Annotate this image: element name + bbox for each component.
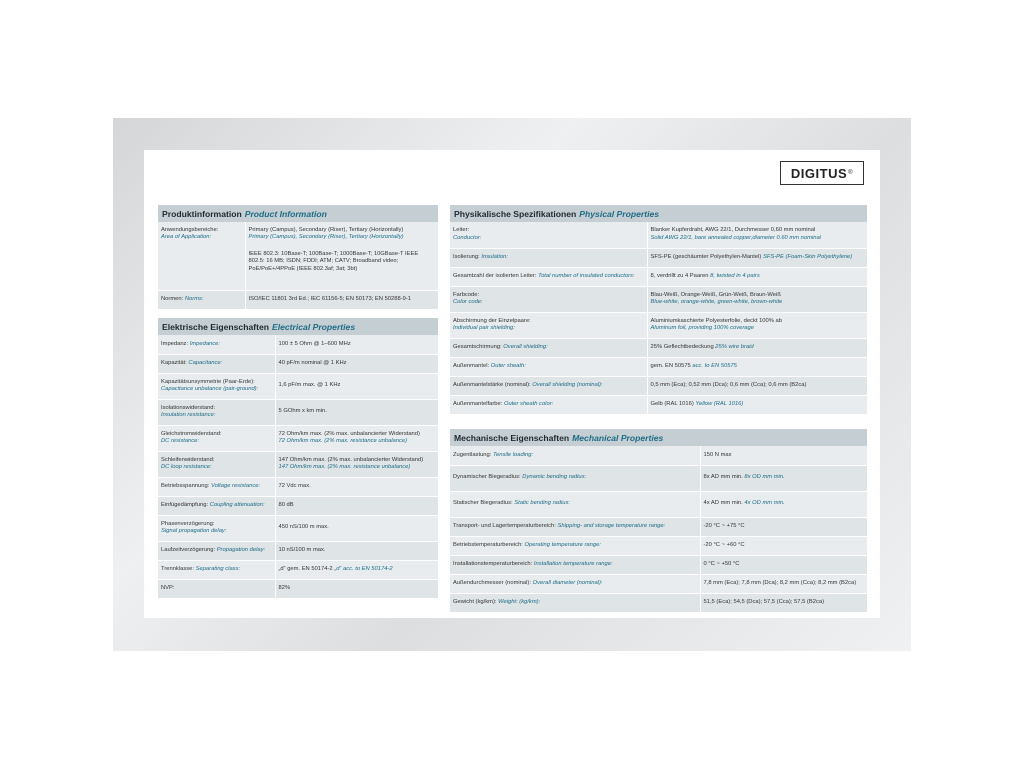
table-row: Farbcode: Color code: Blau-Weiß, Orange-Weiß, Grün-Weiß, Braun-Weiß Blue-white, orange-white, green-white, brown-white (450, 286, 867, 312)
physical-properties-table (450, 222, 867, 415)
section-header: Mechanische Eigenschaften Mechanical Properties (450, 429, 867, 446)
table-row: Laufzeitverzögerung: Propagation delay: 10 nS/100 m max. (158, 541, 438, 560)
electrical-properties-table (158, 335, 438, 599)
table-row: Transport- und Lagertemperaturbereich: Shipping- and storage temperature range: -20 °C ~ +75 °C (450, 517, 867, 536)
product-information-section (158, 205, 438, 310)
section-header: Produktinformation Product Information (158, 205, 438, 222)
digitus-logo: DIGITUS ® (780, 161, 864, 185)
mechanical-properties-section (450, 429, 867, 613)
table-row: Schleifenwiderstand: DC loop resistance: 147 Ohm/km max. (2% max. unbalancierter Widerstand) 147 Ohm/km max. (2% max. resistance unbalance) (158, 451, 438, 477)
table-row: Einfügedämpfung: Coupling attenuation: 80 dB (158, 496, 438, 515)
table-row: Trennklasse: Separating class: „d“ gem. EN 50174-2 „d“ acc. to EN 50174-2 (158, 560, 438, 579)
table-row: Betriebstemperaturbereich: Operating temperature range: -20 °C ~ +60 °C (450, 536, 867, 555)
table-row: Kapazität: Capacitance: 40 pF/m nominal @ 1 KHz (158, 354, 438, 373)
table-row: Außenmantel: Outer sheath: gem. EN 50575 acc. to EN 50575 (450, 357, 867, 376)
table-row: Gesamtschirmung: Overall shielding: 25% Geflechtbedeckung 25% wire braid (450, 338, 867, 357)
table-row: Isolationswiderstand: Insulation resistance: 5 GOhm x km min. (158, 399, 438, 425)
table-row: Betriebsspannung: Voltage resistance: 72 Vdc max. (158, 477, 438, 496)
table-row: Außenmantelstärke (nominal): Overall shielding (nominal): 0,5 mm (Eca); 0,52 mm (Dca); 0,6 mm (Cca); 0,6 mm (B2ca) (450, 376, 867, 395)
table-row: Phasenverzögerung: Signal propagation delay: 450 nS/100 m max. (158, 515, 438, 541)
table-row: Abschirmung der Einzelpaare: Individual pair shielding: Aluminiumkaschierte Polyesterfolie, deckt 100% ab Aluminum foil, providing 100% coverage (450, 312, 867, 338)
table-row: Anwendungsbereiche: Area of Application: Primary (Campus), Secondary (Riser), Tertiary (Horizontally) Primary (Campus), Secondary (Riser), Tertiary (Horizontally) IEEE 802.3: 10Base-T; 100Base-T; 1000Base-T; 10GBase-T IEEE 802.5: 16 MB; ISDN; FDDI; ATM; CATV; Broadband video; PoE/PoE+/4PPoE (IEEE 802.3af; 3at; 3bt) (158, 222, 438, 290)
table-row: Leiter: Conductor: Blanker Kupferdraht, AWG 22/1, Durchmesser 0,60 mm nominal Solid AWG 22/1, bare annealed copper,diameter 0.60 mm nominal (450, 222, 867, 248)
section-header: Physikalische Spezifikationen Physical Properties (450, 205, 867, 222)
table-row: Impedanz: Impedance: 100 ± 5 Ohm @ 1–600 MHz (158, 335, 438, 354)
table-row: Isolierung: Insulation: SFS-PE (geschäumter Polyethylen-Mantel) SFS-PE (Foam-Skin Polyethylene) (450, 248, 867, 267)
section-header: Elektrische Eigenschaften Electrical Properties (158, 318, 438, 335)
table-row: Kapazitätsunsymmetrie (Paar-Erde): Capacitance unbalance (pair-ground): 1,6 pF/m max. @ 1 KHz (158, 373, 438, 399)
mechanical-properties-table (450, 446, 867, 613)
table-row: Außendurchmesser (nominal): Overall diameter (nominal): 7,8 mm (Eca); 7,8 mm (Dca); 8,2 mm (Cca); 8,2 mm (B2ca) (450, 574, 867, 593)
datasheet (144, 150, 880, 618)
table-row: Installationstemperaturbereich: Installation temperature range: 0 °C ~ +50 °C (450, 555, 867, 574)
table-row: Zugentlastung: Tensile loading: 150 N max (450, 446, 867, 465)
table-row: Normen: Norms: ISO/IEC 11801 3rd Ed.; IEC 61156-5; EN 50173; EN 50288-9-1 (158, 290, 438, 309)
table-row: Gewicht (kg/km): Weight: (kg/km): 51,5 (Eca); 54,5 (Dca); 57,5 (Cca); 57,5 (B2ca) (450, 593, 867, 612)
table-row: Außenmantelfarbe: Outer sheath color: Gelb (RAL 1016) Yellow (RAL 1016) (450, 395, 867, 414)
electrical-properties-section (158, 318, 438, 599)
table-row: NVP: 82% (158, 579, 438, 598)
physical-properties-section (450, 205, 867, 415)
table-row: Dynamischer Biegeradius: Dynamic bending radius: 8x AD mm min. 8x OD mm min. (450, 465, 867, 491)
table-row: Gesamtzahl der isolierten Leiter: Total number of insulated conductors: 8, verdrillt zu 4 Paaren 8, twisted in 4 pairs (450, 267, 867, 286)
table-row: Statischer Biegeradius: Static bending radius: 4x AD mm min. 4x OD mm min. (450, 491, 867, 517)
table-row: Gleichstromwiderstand: DC resistance: 72 Ohm/km max. (2% max. unbalancierter Widerstand) 72 Ohm/km max. (2% max. resistance unbalance) (158, 425, 438, 451)
product-information-table (158, 222, 438, 310)
